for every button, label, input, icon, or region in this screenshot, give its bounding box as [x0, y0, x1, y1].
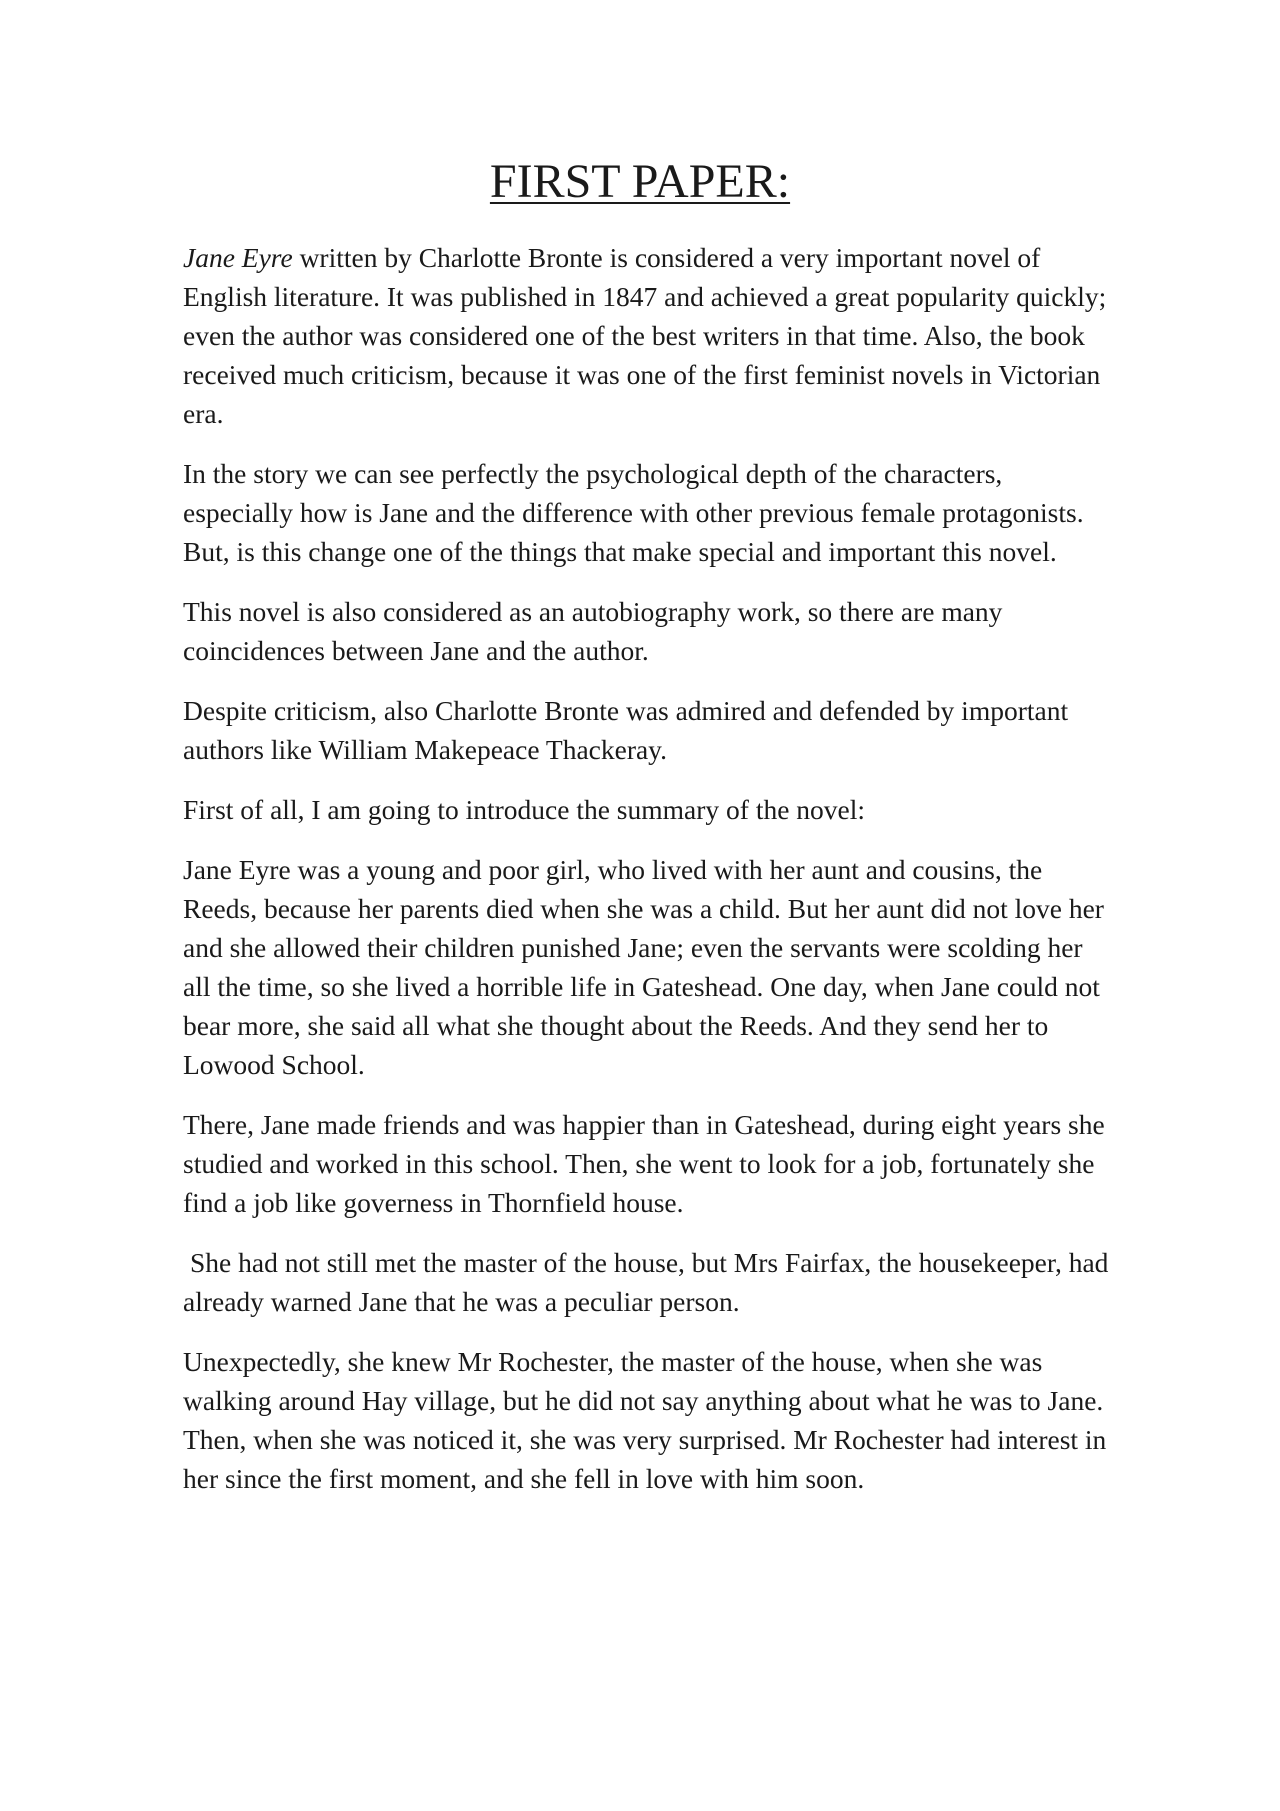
paragraph-4: Despite criticism, also Charlotte Bronte was admired and defended by important authors like William Makepeace Thackeray. — [183, 695, 1069, 765]
document-title-text: FIRST PAPER: — [489, 155, 791, 208]
paragraph-1 — [183, 238, 1113, 433]
paragraph-9: Unexpectedly, she knew Mr Rochester, the master of the house, when she was walking around Hay village, but he did not say anything about what he was to Jane. Then, when she was noticed it, she was very surprised. Mr Rochester had interest in her since the first moment, and she fell in love with him soon. — [183, 1346, 1107, 1494]
book-title-italic: Jane Eyre — [183, 242, 293, 273]
paragraph-1-text: written by Charlotte Bronte is considered a very important novel of English literature. It was published in 1847 and achieved a great popularity quickly; even the author was considered one of the best writers in that time. Also, the book received much criticism, because it was one of the first feminist novels in Victorian era. — [183, 242, 1107, 429]
paragraph-3: This novel is also considered as an autobiography work, so there are many coincidences between Jane and the author. — [183, 596, 1003, 666]
document-body — [183, 238, 1113, 1519]
paragraph-2: In the story we can see perfectly the psychological depth of the characters, especially how is Jane and the difference with other previous female protagonists. But, is this change one of the things that make special and important this novel. — [183, 458, 1084, 567]
paragraph-6: Jane Eyre was a young and poor girl, who lived with her aunt and cousins, the Reeds, because her parents died when she was a child. But her aunt did not love her and she allowed their children punished Jane; even the servants were scolding her all the time, so she lived a horrible life in Gateshead. One day, when Jane could not bear more, she said all what she thought about the Reeds. And they send her to Lowood School. — [183, 854, 1104, 1080]
document-title — [0, 152, 1280, 212]
paragraph-7: There, Jane made friends and was happier than in Gateshead, during eight years she studied and worked in this school. Then, she went to look for a job, fortunately she find a job like governess in Thornfield house. — [183, 1109, 1105, 1218]
paragraph-5: First of all, I am going to introduce the summary of the novel: — [183, 794, 866, 825]
paragraph-8: She had not still met the master of the house, but Mrs Fairfax, the housekeeper, had already warned Jane that he was a peculiar person. — [183, 1247, 1109, 1317]
